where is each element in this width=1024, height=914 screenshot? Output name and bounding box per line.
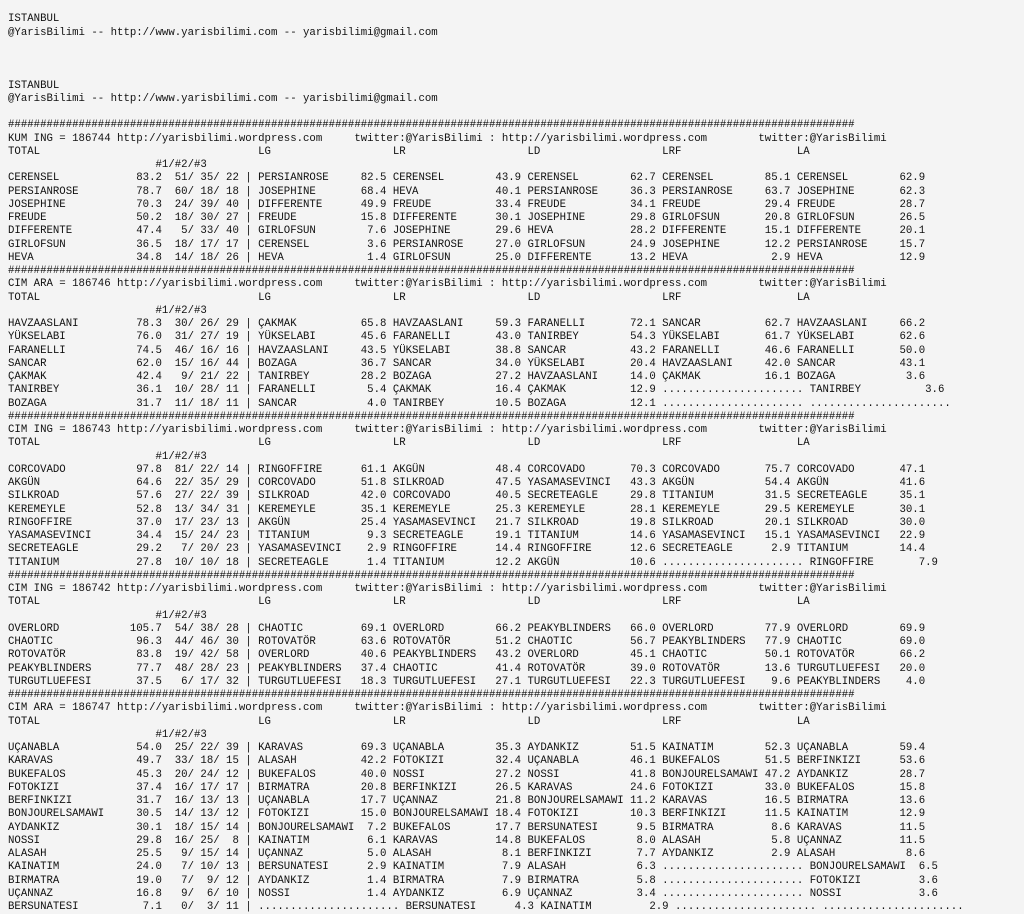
text-line: AKGÜN 64.6 22/ 35/ 29 | CORCOVADO 51.8 SILKROAD 47.5 YASAMASEVINCI 43.3 AKGÜN 54.4 AKGÜN 41.6	[8, 477, 926, 489]
text-line: #1/#2/#3	[8, 728, 207, 741]
text-line: BOZAGA 31.7 11/ 18/ 11 | SANCAR 4.0 TANIRBEY 10.5 BOZAGA 12.1 ...................... ......................	[8, 397, 951, 410]
text-line: JOSEPHINE 70.3 24/ 39/ 40 | DIFFERENTE 49.9 FREUDE 33.4 FREUDE 34.1 FREUDE 29.4 FREUDE 28.7	[8, 198, 926, 211]
text-line: PERSIANROSE 78.7 60/ 18/ 18 | JOSEPHINE 68.4 HEVA 40.1 PERSIANROSE 36.3 PERSIANROSE 63.7 JOSEPHINE 62.3	[8, 185, 926, 198]
text-line: BUKEFALOS 45.3 20/ 24/ 12 | BUKEFALOS 40.0 NOSSI 27.2 NOSSI 41.8 BONJOURELSAMAWI 47.2 AYDANKIZ 28.7	[8, 768, 926, 781]
text-line: SECRETEAGLE 29.2 7/ 20/ 23 | YASAMASEVINCI 2.9 RINGOFFIRE 14.4 RINGOFFIRE 12.6 SECRETEAGLE 2.9 TITANIUM 14.4	[8, 543, 926, 556]
text-line: ####################################################################################################################################	[8, 689, 855, 701]
text-line: ROTOVATÖR 83.8 19/ 42/ 58 | OVERLORD 40.6 PEAKYBLINDERS 43.2 OVERLORD 45.1 CHAOTIC 50.1 ROTOVATÖR 66.2	[8, 649, 926, 662]
text-line: ISTANBUL	[8, 13, 60, 26]
text-line: HAVZAASLANI 78.3 30/ 26/ 29 | ÇAKMAK 65.8 HAVZAASLANI 59.3 FARANELLI 72.1 SANCAR 62.7 HAVZAASLANI 66.2	[8, 318, 926, 330]
text-line: TOTAL LG LR LD LRF LA	[8, 145, 810, 158]
text-line: TOTAL LG LR LD LRF LA	[8, 291, 810, 304]
text-line: TOTAL LG LR LD LRF LA	[8, 596, 810, 609]
text-line: ÇAKMAK 42.4 9/ 21/ 22 | TANIRBEY 28.2 BOZAGA 27.2 HAVZAASLANI 14.0 ÇAKMAK 16.1 BOZAGA 3.6	[8, 371, 926, 383]
text-line: TANIRBEY 36.1 10/ 28/ 11 | FARANELLI 5.4 ÇAKMAK 16.4 ÇAKMAK 12.9 ...................... TANIRBEY 3.6	[8, 384, 945, 397]
text-line: KARAVAS 49.7 33/ 18/ 15 | ALASAH 42.2 FOTOKIZI 32.4 UÇANABLA 46.1 BUKEFALOS 51.5 BERFINKIZI 53.6	[8, 755, 926, 768]
text-line: PEAKYBLINDERS 77.7 48/ 28/ 23 | PEAKYBLINDERS 37.4 CHAOTIC 41.4 ROTOVATÖR 39.0 ROTOVATÖR 13.6 TURGUTLUEFESI 20.0	[8, 662, 926, 675]
text-line: UÇANABLA 54.0 25/ 22/ 39 | KARAVAS 69.3 UÇANABLA 35.3 AYDANKIZ 51.5 KAINATIM 52.3 UÇANABLA 59.4	[8, 742, 926, 754]
text-line: #1/#2/#3	[8, 304, 207, 317]
text-line: #1/#2/#3	[8, 450, 207, 463]
text-line: BERSUNATESI 7.1 0/ 3/ 11 | ...................... BERSUNATESI 4.3 KAINATIM 2.9 ...................... ......................	[8, 901, 964, 913]
text-line: KAINATIM 24.0 7/ 10/ 13 | BERSUNATESI 2.9 KAINATIM 7.9 ALASAH 6.3 ...................... BONJOURELSAMAWI 6.5	[8, 861, 938, 874]
text-line: CIM ING = 186742 http://yarisbilimi.wordpress.com twitter:@YarisBilimi : http://yarisbilimi.wordpress.com twitter:@YarisBilimi	[8, 583, 887, 595]
text-line: FOTOKIZI 37.4 16/ 17/ 17 | BIRMATRA 20.8 BERFINKIZI 26.5 KARAVAS 24.6 FOTOKIZI 33.0 BUKEFALOS 15.8	[8, 781, 926, 794]
text-line: YASAMASEVINCI 34.4 15/ 24/ 23 | TITANIUM 9.3 SECRETEAGLE 19.1 TITANIUM 14.6 YASAMASEVINCI 15.1 YASAMASEVINCI 22.9	[8, 530, 926, 542]
text-line: @YarisBilimi -- http://www.yarisbilimi.com -- yarisbilimi@gmail.com	[8, 26, 438, 39]
text-line: BONJOURELSAMAWI 30.5 14/ 13/ 12 | FOTOKIZI 15.0 BONJOURELSAMAWI 18.4 FOTOKIZI 10.3 BERFINKIZI 11.5 KAINATIM 12.9	[8, 808, 926, 821]
text-line: CERENSEL 83.2 51/ 35/ 22 | PERSIANROSE 82.5 CERENSEL 43.9 CERENSEL 62.7 CERENSEL 85.1 CERENSEL 62.9	[8, 172, 926, 185]
text-line: GIRLOFSUN 36.5 18/ 17/ 17 | CERENSEL 3.6 PERSIANROSE 27.0 GIRLOFSUN 24.9 JOSEPHINE 12.2 PERSIANROSE 15.7	[8, 238, 926, 251]
text-line: CORCOVADO 97.8 81/ 22/ 14 | RINGOFFIRE 61.1 AKGÜN 48.4 CORCOVADO 70.3 CORCOVADO 75.7 CORCOVADO 47.1	[8, 463, 926, 476]
text-line	[8, 40, 1024, 53]
text-line: TURGUTLUEFESI 37.5 6/ 17/ 32 | TURGUTLUEFESI 18.3 TURGUTLUEFESI 27.1 TURGUTLUEFESI 22.3 TURGUTLUEFESI 9.6 PEAKYBLINDERS 4.0	[8, 675, 926, 688]
text-line: #1/#2/#3	[8, 609, 207, 622]
text-line: TOTAL LG LR LD LRF LA	[8, 715, 810, 728]
race-report-text	[8, 0, 1024, 914]
text-line: BERFINKIZI 31.7 16/ 13/ 13 | UÇANABLA 17.7 UÇANNAZ 21.8 BONJOURELSAMAWI 11.2 KARAVAS 16.5 BIRMATRA 13.6	[8, 795, 926, 807]
text-line: TITANIUM 27.8 10/ 10/ 18 | SECRETEAGLE 1.4 TITANIUM 12.2 AKGÜN 10.6 ...................... RINGOFFIRE 7.9	[8, 556, 938, 569]
text-line: ALASAH 25.5 9/ 15/ 14 | UÇANNAZ 5.0 ALASAH 8.1 BERFINKIZI 7.7 AYDANKIZ 2.9 ALASAH 8.6	[8, 848, 926, 860]
text-line: OVERLORD 105.7 54/ 38/ 28 | CHAOTIC 69.1 OVERLORD 66.2 PEAKYBLINDERS 66.0 OVERLORD 77.9 OVERLORD 69.9	[8, 622, 926, 635]
text-line: HEVA 34.8 14/ 18/ 26 | HEVA 1.4 GIRLOFSUN 25.0 DIFFERENTE 13.2 HEVA 2.9 HEVA 12.9	[8, 251, 926, 264]
text-line: UÇANNAZ 16.8 9/ 6/ 10 | NOSSI 1.4 AYDANKIZ 6.9 UÇANNAZ 3.4 ...................... NOSSI 3.6	[8, 887, 938, 900]
text-line: SILKROAD 57.6 27/ 22/ 39 | SILKROAD 42.0 CORCOVADO 40.5 SECRETEAGLE 29.8 TITANIUM 31.5 SECRETEAGLE 35.1	[8, 490, 926, 503]
text-line: FREUDE 50.2 18/ 30/ 27 | FREUDE 15.8 DIFFERENTE 30.1 JOSEPHINE 29.8 GIRLOFSUN 20.8 GIRLOFSUN 26.5	[8, 212, 926, 224]
text-line: @YarisBilimi -- http://www.yarisbilimi.com -- yarisbilimi@gmail.com	[8, 92, 438, 105]
text-line: DIFFERENTE 47.4 5/ 33/ 40 | GIRLOFSUN 7.6 JOSEPHINE 29.6 HEVA 28.2 DIFFERENTE 15.1 DIFFERENTE 20.1	[8, 225, 926, 238]
text-line	[8, 66, 1024, 79]
text-line: SANCAR 62.0 15/ 16/ 44 | BOZAGA 36.7 SANCAR 34.0 YÜKSELABI 20.4 HAVZAASLANI 42.0 SANCAR 43.1	[8, 357, 926, 370]
text-line: YÜKSELABI 76.0 31/ 27/ 19 | YÜKSELABI 45.6 FARANELLI 43.0 TANIRBEY 54.3 YÜKSELABI 61.7 YÜKSELABI 62.6	[8, 331, 926, 344]
text-line: CHAOTIC 96.3 44/ 46/ 30 | ROTOVATÖR 63.6 ROTOVATÖR 51.2 CHAOTIC 56.7 PEAKYBLINDERS 77.9 CHAOTIC 69.0	[8, 636, 926, 648]
text-line: ####################################################################################################################################	[8, 265, 855, 277]
text-line	[8, 53, 1024, 66]
text-line: AYDANKIZ 30.1 18/ 15/ 14 | BONJOURELSAMAWI 7.2 BUKEFALOS 17.7 BERSUNATESI 9.5 BIRMATRA 8.6 KARAVAS 11.5	[8, 821, 926, 834]
text-line	[8, 106, 1024, 119]
text-line: CIM ARA = 186746 http://yarisbilimi.wordpress.com twitter:@YarisBilimi : http://yarisbilimi.wordpress.com twitter:@YarisBilimi	[8, 278, 887, 291]
text-line: FARANELLI 74.5 46/ 16/ 16 | HAVZAASLANI 43.5 YÜKSELABI 38.8 SANCAR 43.2 FARANELLI 46.6 FARANELLI 50.0	[8, 344, 926, 357]
text-line: TOTAL LG LR LD LRF LA	[8, 437, 810, 450]
text-line: BIRMATRA 19.0 7/ 9/ 12 | AYDANKIZ 1.4 BIRMATRA 7.9 BIRMATRA 5.8 ...................... FOTOKIZI 3.6	[8, 874, 938, 887]
text-line: RINGOFFIRE 37.0 17/ 23/ 13 | AKGÜN 25.4 YASAMASEVINCI 21.7 SILKROAD 19.8 SILKROAD 20.1 SILKROAD 30.0	[8, 516, 926, 529]
text-line: ####################################################################################################################################	[8, 569, 855, 582]
text-line: ####################################################################################################################################	[8, 410, 855, 423]
text-line: CIM ARA = 186747 http://yarisbilimi.wordpress.com twitter:@YarisBilimi : http://yarisbilimi.wordpress.com twitter:@YarisBilimi	[8, 702, 887, 715]
text-line: ####################################################################################################################################	[8, 119, 855, 132]
text-line: NOSSI 29.8 16/ 25/ 8 | KAINATIM 6.1 KARAVAS 14.8 BUKEFALOS 8.0 ALASAH 5.8 UÇANNAZ 11.5	[8, 834, 926, 847]
text-line: ISTANBUL	[8, 79, 60, 92]
text-line: #1/#2/#3	[8, 159, 207, 171]
text-line	[8, 0, 1024, 13]
text-line: KEREMEYLE 52.8 13/ 34/ 31 | KEREMEYLE 35.1 KEREMEYLE 25.3 KEREMEYLE 28.1 KEREMEYLE 29.5 KEREMEYLE 30.1	[8, 503, 926, 516]
text-line: CIM ING = 186743 http://yarisbilimi.wordpress.com twitter:@YarisBilimi : http://yarisbilimi.wordpress.com twitter:@YarisBilimi	[8, 424, 887, 436]
text-line: KUM ING = 186744 http://yarisbilimi.wordpress.com twitter:@YarisBilimi : http://yarisbilimi.wordpress.com twitter:@YarisBilimi	[8, 132, 887, 145]
